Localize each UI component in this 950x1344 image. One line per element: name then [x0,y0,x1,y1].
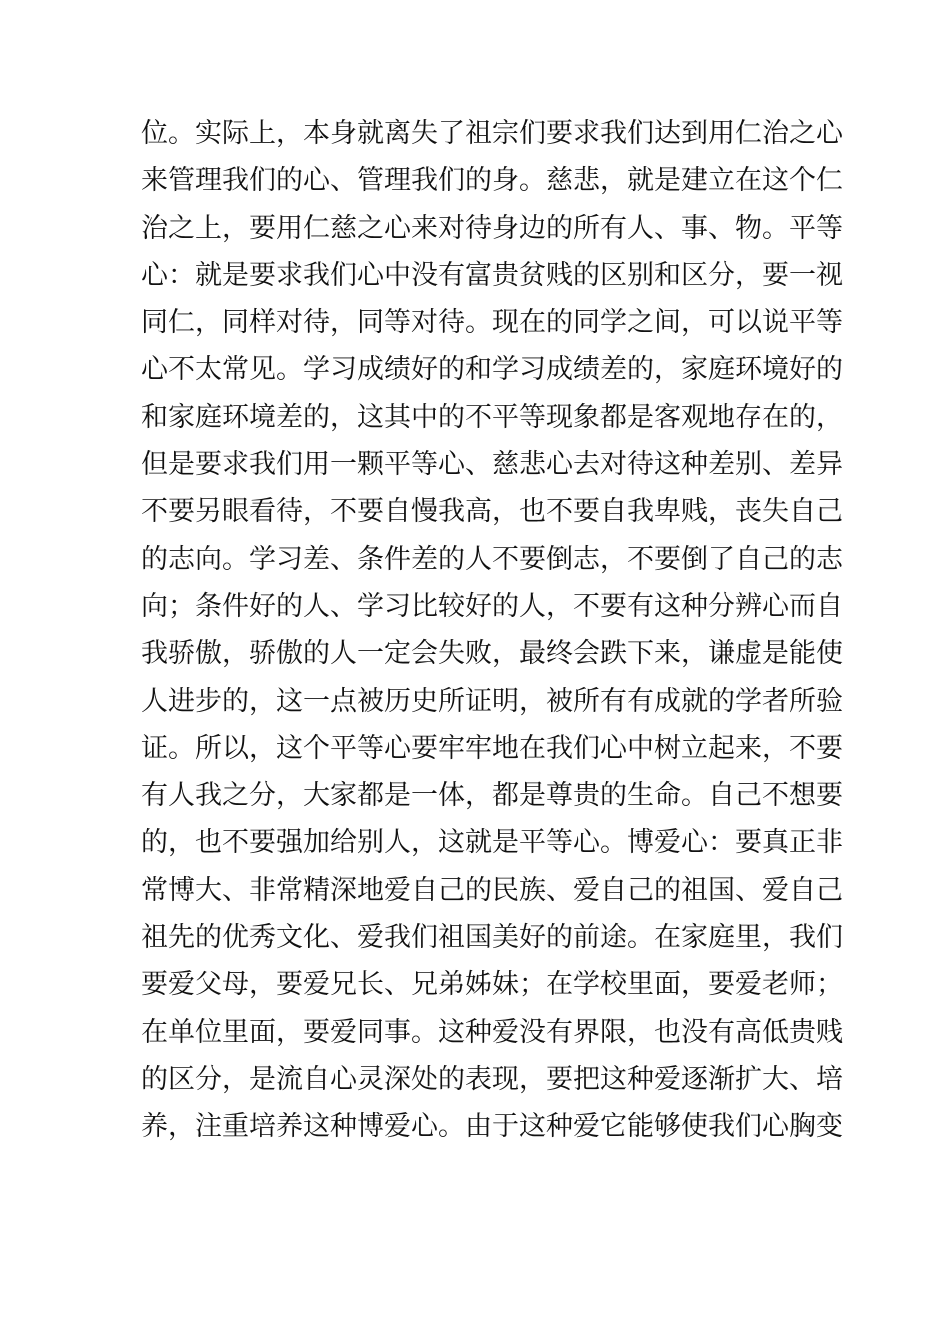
body-paragraph [141,110,843,1151]
text-line: 的志向。学习差、条件差的人不要倒志，不要倒了自己的志 [141,543,843,575]
text-line: 心不太常见。学习成绩好的和学习成绩差的，家庭环境好的 [141,354,843,386]
text-line: 人进步的，这一点被历史所证明，被所有有成就的学者所验 [141,685,843,717]
text-line: 不要另眼看待，不要自慢我高，也不要自我卑贱，丧失自己 [141,496,843,528]
text-line: 向；条件好的人、学习比较好的人，不要有这种分辨心而自 [141,590,843,622]
text-line: 证。所以，这个平等心要牢牢地在我们心中树立起来，不要 [141,732,843,764]
text-line: 有人我之分，大家都是一体，都是尊贵的生命。自己不想要 [141,780,843,812]
text-line: 祖先的优秀文化、爱我们祖国美好的前途。在家庭里，我们 [141,922,843,954]
text-line: 的，也不要强加给别人，这就是平等心。博爱心：要真正非 [141,827,843,859]
text-line: 但是要求我们用一颗平等心、慈悲心去对待这种差别、差异 [141,449,843,481]
text-line: 心：就是要求我们心中没有富贵贫贱的区别和区分，要一视 [141,259,843,291]
text-line: 在单位里面，要爱同事。这种爱没有界限，也没有高低贵贱 [141,1016,843,1048]
text-line: 要爱父母，要爱兄长、兄弟姊妹；在学校里面，要爱老师； [141,969,843,1001]
text-line: 和家庭环境差的，这其中的不平等现象都是客观地存在的， [141,401,843,433]
text-line: 的区分，是流自心灵深处的表现，要把这种爱逐渐扩大、培 [141,1063,843,1095]
text-line: 来管理我们的心、管理我们的身。慈悲，就是建立在这个仁 [141,165,843,197]
text-line: 我骄傲，骄傲的人一定会失败，最终会跌下来，谦虚是能使 [141,638,843,670]
text-line: 治之上，要用仁慈之心来对待身边的所有人、事、物。平等 [141,212,843,244]
text-line: 同仁，同样对待，同等对待。现在的同学之间，可以说平等 [141,307,843,339]
text-line: 常博大、非常精深地爱自己的民族、爱自己的祖国、爱自己 [141,874,843,906]
text-line: 位。实际上，本身就离失了祖宗们要求我们达到用仁治之心 [141,118,843,149]
text-line: 养，注重培养这种博爱心。由于这种爱它能够使我们心胸变 [141,1111,843,1143]
